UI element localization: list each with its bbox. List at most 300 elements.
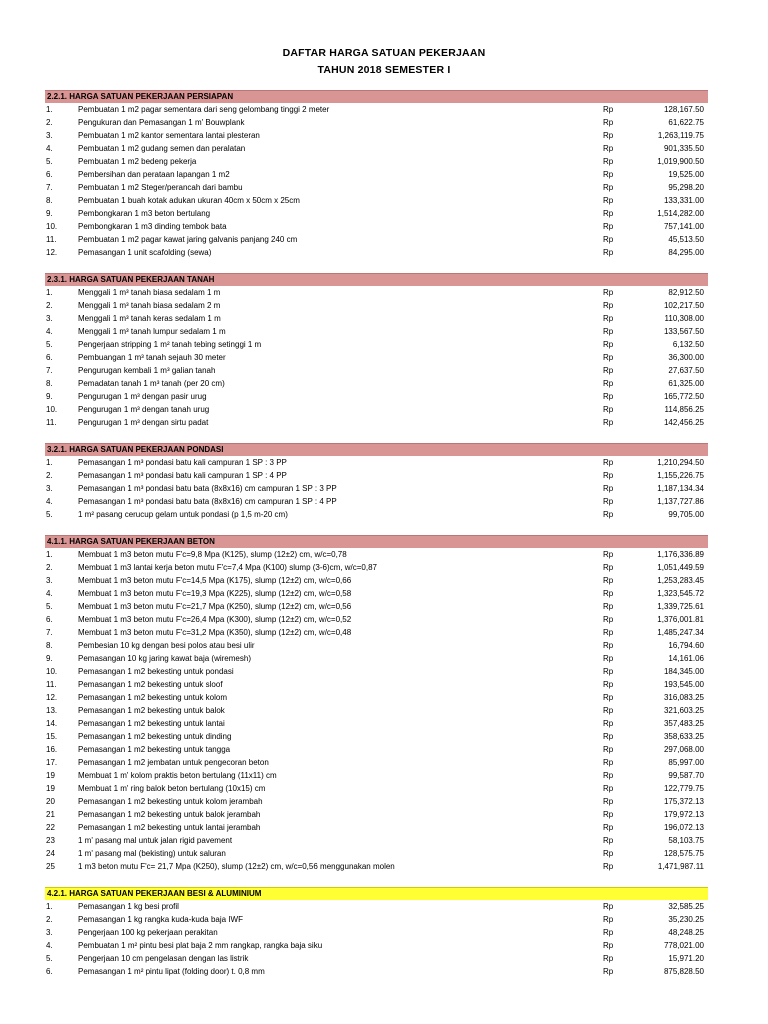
item-description: Pembuatan 1 m2 gudang semen dan peralatan (78, 144, 246, 153)
item-currency: Rp (603, 314, 614, 323)
section-header: 2.3.1. HARGA SATUAN PEKERJAAN TANAH (45, 273, 708, 286)
item-description: Pembesian 10 kg dengan besi polos atau besi ulir (78, 641, 255, 650)
item-price: 175,372.13 (663, 797, 704, 806)
item-number: 4. (46, 144, 53, 153)
table-row (45, 469, 708, 482)
item-currency: Rp (603, 353, 614, 362)
item-number: 1. (46, 458, 53, 467)
table-row (45, 860, 708, 873)
item-price: 1,051,449.59 (657, 563, 704, 572)
item-description: Pemadatan tanah 1 m³ tanah (per 20 cm) (78, 379, 225, 388)
table-row (45, 847, 708, 860)
item-currency: Rp (603, 836, 614, 845)
item-price: 1,323,545.72 (657, 589, 704, 598)
item-description: Pemasangan 1 m2 jembatan untuk pengecoran beton (78, 758, 269, 767)
item-number: 3. (46, 928, 53, 937)
table-row (45, 678, 708, 691)
item-description: Membuat 1 m' ring balok beton bertulang (10x15) cm (78, 784, 266, 793)
item-price: 1,019,900.50 (657, 157, 704, 166)
item-price: 778,021.00 (663, 941, 704, 950)
item-number: 11. (46, 680, 57, 689)
item-description: Menggali 1 m³ tanah lumpur sedalam 1 m (78, 327, 226, 336)
table-row (45, 155, 708, 168)
section (45, 535, 708, 873)
item-number: 14. (46, 719, 58, 728)
table-row (45, 181, 708, 194)
item-currency: Rp (603, 510, 614, 519)
item-currency: Rp (603, 654, 614, 663)
table-row (45, 561, 708, 574)
item-number: 3. (46, 484, 53, 493)
table-row (45, 900, 708, 913)
item-currency: Rp (603, 550, 614, 559)
table-row (45, 233, 708, 246)
item-currency: Rp (603, 615, 614, 624)
item-currency: Rp (603, 366, 614, 375)
table-row (45, 129, 708, 142)
item-number: 1. (46, 902, 53, 911)
section (45, 443, 708, 521)
item-price: 32,585.25 (668, 902, 704, 911)
item-description: Pemasangan 1 m2 bekesting untuk kolom jerambah (78, 797, 263, 806)
item-number: 5. (46, 157, 53, 166)
item-number: 22 (46, 823, 55, 832)
item-price: 61,325.00 (668, 379, 704, 388)
item-description: 1 m' pasang mal (bekisting) untuk saluran (78, 849, 226, 858)
item-number: 12. (46, 693, 58, 702)
item-currency: Rp (603, 628, 614, 637)
table-row (45, 613, 708, 626)
item-price: 58,103.75 (668, 836, 704, 845)
item-description: 1 m3 beton mutu F'c= 21,7 Mpa (K250), slump (12±2) cm, w/c=0,56 menggunakan molen (78, 862, 395, 871)
item-number: 5. (46, 340, 53, 349)
item-currency: Rp (603, 758, 614, 767)
item-price: 1,187,134.34 (657, 484, 704, 493)
item-number: 5. (46, 954, 53, 963)
item-price: 142,456.25 (663, 418, 704, 427)
item-description: Pemasangan 10 kg jaring kawat baja (wiremesh) (78, 654, 251, 663)
table-row (45, 548, 708, 561)
item-price: 196,072.13 (663, 823, 704, 832)
item-description: 1 m² pasang cerucup gelam untuk pondasi (p 1,5 m-20 cm) (78, 510, 288, 519)
item-description: Pembongkaran 1 m3 dinding tembok bata (78, 222, 227, 231)
item-currency: Rp (603, 563, 614, 572)
item-price: 61,622.75 (668, 118, 704, 127)
item-currency: Rp (603, 954, 614, 963)
item-description: Pemasangan 1 m2 bekesting untuk dinding (78, 732, 232, 741)
item-currency: Rp (603, 693, 614, 702)
price-list (45, 90, 708, 992)
item-price: 110,308.00 (664, 314, 704, 323)
item-number: 19 (46, 784, 55, 793)
item-currency: Rp (603, 183, 614, 192)
item-description: Pemasangan 1 m2 bekesting untuk lantai (78, 719, 225, 728)
table-row (45, 325, 708, 338)
item-currency: Rp (603, 379, 614, 388)
item-price: 36,300.00 (668, 353, 704, 362)
item-number: 2. (46, 471, 53, 480)
item-currency: Rp (603, 732, 614, 741)
item-currency: Rp (603, 641, 614, 650)
section-header: 3.2.1. HARGA SATUAN PEKERJAAN PONDASI (45, 443, 708, 456)
item-description: Membuat 1 m3 beton mutu F'c=26,4 Mpa (K300), slump (12±2) cm, w/c=0,52 (78, 615, 352, 624)
table-row (45, 952, 708, 965)
item-description: Membuat 1 m3 beton mutu F'c=14,5 Mpa (K175), slump (12±2) cm, w/c=0,66 (78, 576, 352, 585)
item-number: 25 (46, 862, 55, 871)
item-currency: Rp (603, 862, 614, 871)
item-description: Pembuatan 1 buah kotak adukan ukuran 40cm x 50cm x 25cm (78, 196, 300, 205)
item-number: 10. (46, 667, 58, 676)
item-description: Pemasangan 1 m³ pondasi batu kali campuran 1 SP : 4 PP (78, 471, 287, 480)
table-row (45, 142, 708, 155)
item-number: 8. (46, 196, 53, 205)
table-row (45, 600, 708, 613)
item-description: Pemasangan 1 m2 bekesting untuk kolom (78, 693, 227, 702)
item-price: 35,230.25 (668, 915, 704, 924)
item-price: 85,997.00 (668, 758, 704, 767)
item-number: 24 (46, 849, 55, 858)
section-header: 4.2.1. HARGA SATUAN PEKERJAAN BESI & ALUMINIUM (45, 887, 708, 900)
item-number: 1. (46, 288, 53, 297)
document-subtitle: TAHUN 2018 SEMESTER I (317, 64, 451, 76)
section-header: 2.2.1. HARGA SATUAN PEKERJAAN PERSIAPAN (45, 90, 708, 103)
item-currency: Rp (603, 458, 614, 467)
item-number: 11. (46, 235, 57, 244)
item-currency: Rp (603, 667, 614, 676)
item-description: Pengukuran dan Pemasangan 1 m' Bouwplank (78, 118, 245, 127)
table-row (45, 207, 708, 220)
table-row (45, 338, 708, 351)
table-row (45, 939, 708, 952)
table-row (45, 704, 708, 717)
table-row (45, 808, 708, 821)
item-currency: Rp (603, 915, 614, 924)
item-description: Pengerjaan stripping 1 m² tanah tebing setinggi 1 m (78, 340, 262, 349)
item-currency: Rp (603, 288, 614, 297)
item-number: 8. (46, 379, 53, 388)
item-currency: Rp (603, 392, 614, 401)
item-description: Pemasangan 1 m³ pondasi batu bata (8x8x16) cm campuran 1 SP : 3 PP (78, 484, 337, 493)
table-row (45, 587, 708, 600)
item-currency: Rp (603, 471, 614, 480)
item-number: 4. (46, 589, 53, 598)
item-number: 9. (46, 392, 53, 401)
item-price: 316,083.25 (663, 693, 704, 702)
item-currency: Rp (603, 928, 614, 937)
item-number: 5. (46, 602, 53, 611)
item-description: Membuat 1 m3 beton mutu F'c=21,7 Mpa (K250), slump (12±2) cm, w/c=0,56 (78, 602, 352, 611)
item-number: 6. (46, 353, 53, 362)
item-price: 122,779.75 (663, 784, 704, 793)
item-price: 133,331.00 (663, 196, 704, 205)
item-description: Pengurugan 1 m³ dengan pasir urug (78, 392, 207, 401)
item-number: 10. (46, 222, 58, 231)
item-number: 19 (46, 771, 55, 780)
item-number: 15. (46, 732, 58, 741)
table-row (45, 730, 708, 743)
table-row (45, 965, 708, 978)
table-row (45, 377, 708, 390)
item-number: 9. (46, 209, 53, 218)
table-row (45, 312, 708, 325)
item-number: 7. (46, 628, 53, 637)
item-currency: Rp (603, 144, 614, 153)
item-description: Pemasangan 1 m³ pondasi batu bata (8x8x16) cm campuran 1 SP : 4 PP (78, 497, 337, 506)
item-description: Pemasangan 1 kg rangka kuda-kuda baja IWF (78, 915, 243, 924)
item-price: 184,345.00 (663, 667, 704, 676)
item-description: Pengurugan 1 m³ dengan sirtu padat (78, 418, 209, 427)
item-description: Pengurugan kembali 1 m³ galian tanah (78, 366, 216, 375)
item-price: 321,603.25 (663, 706, 704, 715)
item-number: 6. (46, 967, 53, 976)
item-currency: Rp (603, 248, 614, 257)
item-number: 17. (46, 758, 58, 767)
item-description: Membuat 1 m3 beton mutu F'c=9,8 Mpa (K125), slump (12±2) cm, w/c=0,78 (78, 550, 347, 559)
item-number: 3. (46, 314, 53, 323)
item-number: 8. (46, 641, 53, 650)
table-row (45, 834, 708, 847)
item-description: Membuat 1 m3 lantai kerja beton mutu F'c=7,4 Mpa (K100) slump (3-6)cm, w/c=0,87 (78, 563, 377, 572)
item-price: 1,253,283.45 (657, 576, 704, 585)
item-description: Pembuatan 1 m2 kantor sementara lantai plesteran (78, 131, 260, 140)
item-currency: Rp (603, 797, 614, 806)
item-price: 128,167.50 (663, 105, 704, 114)
item-number: 9. (46, 654, 53, 663)
table-row (45, 508, 708, 521)
item-price: 297,068.00 (663, 745, 704, 754)
table-row (45, 652, 708, 665)
section (45, 273, 708, 429)
table-row (45, 194, 708, 207)
item-description: Menggali 1 m³ tanah biasa sedalam 2 m (78, 301, 221, 310)
item-description: Pemasangan 1 m2 bekesting untuk balok jerambah (78, 810, 261, 819)
item-number: 4. (46, 327, 53, 336)
table-row (45, 351, 708, 364)
item-price: 1,471,987.11 (657, 862, 704, 871)
table-row (45, 691, 708, 704)
item-number: 21 (46, 810, 55, 819)
table-row (45, 913, 708, 926)
table-row (45, 246, 708, 259)
item-price: 99,587.70 (668, 771, 704, 780)
item-description: Menggali 1 m³ tanah biasa sedalam 1 m (78, 288, 221, 297)
item-description: Pembuatan 1 m2 Steger/perancah dari bambu (78, 183, 243, 192)
table-row (45, 743, 708, 756)
item-description: Membuat 1 m' kolom praktis beton bertulang (11x11) cm (78, 771, 277, 780)
item-price: 358,633.25 (663, 732, 704, 741)
item-price: 14,161.06 (668, 654, 704, 663)
item-price: 27,637.50 (668, 366, 704, 375)
item-currency: Rp (603, 118, 614, 127)
item-price: 1,514,282.00 (657, 209, 704, 218)
table-row (45, 769, 708, 782)
table-row (45, 717, 708, 730)
item-currency: Rp (603, 745, 614, 754)
item-price: 95,298.20 (668, 183, 704, 192)
item-number: 16. (46, 745, 58, 754)
item-currency: Rp (603, 157, 614, 166)
item-currency: Rp (603, 484, 614, 493)
item-description: Pembuangan 1 m³ tanah sejauh 30 meter (78, 353, 226, 362)
item-description: Pemasangan 1 m2 bekesting untuk pondasi (78, 667, 234, 676)
item-currency: Rp (603, 967, 614, 976)
item-number: 2. (46, 301, 53, 310)
item-price: 45,513.50 (668, 235, 704, 244)
item-currency: Rp (603, 784, 614, 793)
item-price: 875,828.50 (663, 967, 704, 976)
item-description: 1 m' pasang mal untuk jalan rigid pavement (78, 836, 233, 845)
item-description: Pembersihan dan perataan lapangan 1 m2 (78, 170, 230, 179)
item-price: 901,335.50 (663, 144, 704, 153)
item-description: Pemasangan 1 m² pintu lipat (folding door) t. 0,8 mm (78, 967, 265, 976)
item-currency: Rp (603, 771, 614, 780)
item-number: 5. (46, 510, 53, 519)
item-price: 1,339,725.61 (657, 602, 704, 611)
item-description: Pemasangan 1 kg besi profil (78, 902, 179, 911)
item-price: 16,794.60 (668, 641, 704, 650)
item-currency: Rp (603, 849, 614, 858)
item-price: 99,705.00 (668, 510, 704, 519)
table-row (45, 782, 708, 795)
item-number: 3. (46, 576, 53, 585)
item-currency: Rp (603, 340, 614, 349)
table-row (45, 416, 708, 429)
item-number: 6. (46, 615, 53, 624)
item-price: 1,176,336.89 (657, 550, 704, 559)
item-currency: Rp (603, 941, 614, 950)
section-header: 4.1.1. HARGA SATUAN PEKERJAAN BETON (45, 535, 708, 548)
item-description: Pemasangan 1 m2 bekesting untuk tangga (78, 745, 231, 754)
item-currency: Rp (603, 576, 614, 585)
item-price: 128,575.75 (663, 849, 704, 858)
item-number: 2. (46, 563, 53, 572)
document-title: DAFTAR HARGA SATUAN PEKERJAAN (282, 47, 486, 59)
item-number: 20 (46, 797, 55, 806)
item-price: 133,567.50 (663, 327, 704, 336)
table-row (45, 756, 708, 769)
item-currency: Rp (603, 235, 614, 244)
item-description: Pengerjaan 100 kg pekerjaan perakitan (78, 928, 218, 937)
item-currency: Rp (603, 589, 614, 598)
table-row (45, 286, 708, 299)
item-currency: Rp (603, 497, 614, 506)
table-row (45, 482, 708, 495)
item-number: 13. (46, 706, 58, 715)
table-row (45, 116, 708, 129)
table-row (45, 795, 708, 808)
item-price: 1,137,727.86 (657, 497, 704, 506)
item-number: 6. (46, 170, 53, 179)
item-price: 757,141.00 (663, 222, 704, 231)
section (45, 887, 708, 978)
section (45, 90, 708, 259)
item-description: Membuat 1 m3 beton mutu F'c=31,2 Mpa (K350), slump (12±2) cm, w/c=0,48 (78, 628, 352, 637)
item-number: 4. (46, 941, 53, 950)
table-row (45, 821, 708, 834)
table-row (45, 168, 708, 181)
item-currency: Rp (603, 209, 614, 218)
item-currency: Rp (603, 327, 614, 336)
table-row (45, 495, 708, 508)
item-price: 15,971.20 (668, 954, 704, 963)
item-number: 7. (46, 366, 53, 375)
item-currency: Rp (603, 170, 614, 179)
item-price: 1,485,247.34 (657, 628, 704, 637)
item-description: Pemasangan 1 m2 bekesting untuk sloof (78, 680, 223, 689)
table-row (45, 926, 708, 939)
table-row (45, 103, 708, 116)
item-description: Pemasangan 1 m2 bekesting untuk balok (78, 706, 225, 715)
table-row (45, 364, 708, 377)
item-price: 1,210,294.50 (657, 458, 704, 467)
item-description: Menggali 1 m³ tanah keras sedalam 1 m (78, 314, 221, 323)
item-number: 7. (46, 183, 53, 192)
table-row (45, 639, 708, 652)
table-row (45, 574, 708, 587)
item-description: Pembuatan 1 m2 bedeng pekerja (78, 157, 197, 166)
item-number: 1. (46, 550, 53, 559)
item-description: Pemasangan 1 unit scafolding (sewa) (78, 248, 212, 257)
item-currency: Rp (603, 405, 614, 414)
item-currency: Rp (603, 105, 614, 114)
table-row (45, 220, 708, 233)
item-number: 11. (46, 418, 57, 427)
item-price: 165,772.50 (663, 392, 704, 401)
item-description: Pembuatan 1 m2 pagar sementara dari seng gelombang tinggi 2 meter (78, 105, 330, 114)
item-description: Membuat 1 m3 beton mutu F'c=19,3 Mpa (K225), slump (12±2) cm, w/c=0,58 (78, 589, 352, 598)
item-currency: Rp (603, 301, 614, 310)
item-number: 2. (46, 118, 53, 127)
item-description: Pengurugan 1 m³ dengan tanah urug (78, 405, 210, 414)
item-price: 82,912.50 (668, 288, 704, 297)
table-row (45, 456, 708, 469)
item-number: 23 (46, 836, 55, 845)
item-number: 4. (46, 497, 53, 506)
item-price: 193,545.00 (663, 680, 704, 689)
item-description: Pengerjaan 10 cm pengelasan dengan las listrik (78, 954, 249, 963)
item-price: 19,525.00 (668, 170, 704, 179)
table-row (45, 403, 708, 416)
item-currency: Rp (603, 222, 614, 231)
item-currency: Rp (603, 680, 614, 689)
item-currency: Rp (603, 810, 614, 819)
item-price: 48,248.25 (668, 928, 704, 937)
item-price: 1,376,001.81 (657, 615, 704, 624)
item-currency: Rp (603, 902, 614, 911)
item-currency: Rp (603, 602, 614, 611)
item-price: 1,263,119.75 (657, 131, 704, 140)
table-row (45, 665, 708, 678)
item-number: 3. (46, 131, 53, 140)
item-price: 179,972.13 (663, 810, 704, 819)
table-row (45, 299, 708, 312)
item-price: 84,295.00 (668, 248, 704, 257)
table-row (45, 390, 708, 403)
item-currency: Rp (603, 719, 614, 728)
item-price: 114,856.25 (664, 405, 704, 414)
item-price: 357,483.25 (663, 719, 704, 728)
item-currency: Rp (603, 823, 614, 832)
item-number: 10. (46, 405, 58, 414)
item-description: Pembongkaran 1 m3 beton bertulang (78, 209, 211, 218)
item-description: Pembuatan 1 m² pintu besi plat baja 2 mm rangkap, rangka baja siku (78, 941, 323, 950)
item-number: 12. (46, 248, 58, 257)
item-description: Pemasangan 1 m2 bekesting untuk lantai jerambah (78, 823, 261, 832)
item-description: Pemasangan 1 m³ pondasi batu kali campuran 1 SP : 3 PP (78, 458, 287, 467)
item-price: 102,217.50 (663, 301, 704, 310)
item-currency: Rp (603, 196, 614, 205)
item-currency: Rp (603, 706, 614, 715)
